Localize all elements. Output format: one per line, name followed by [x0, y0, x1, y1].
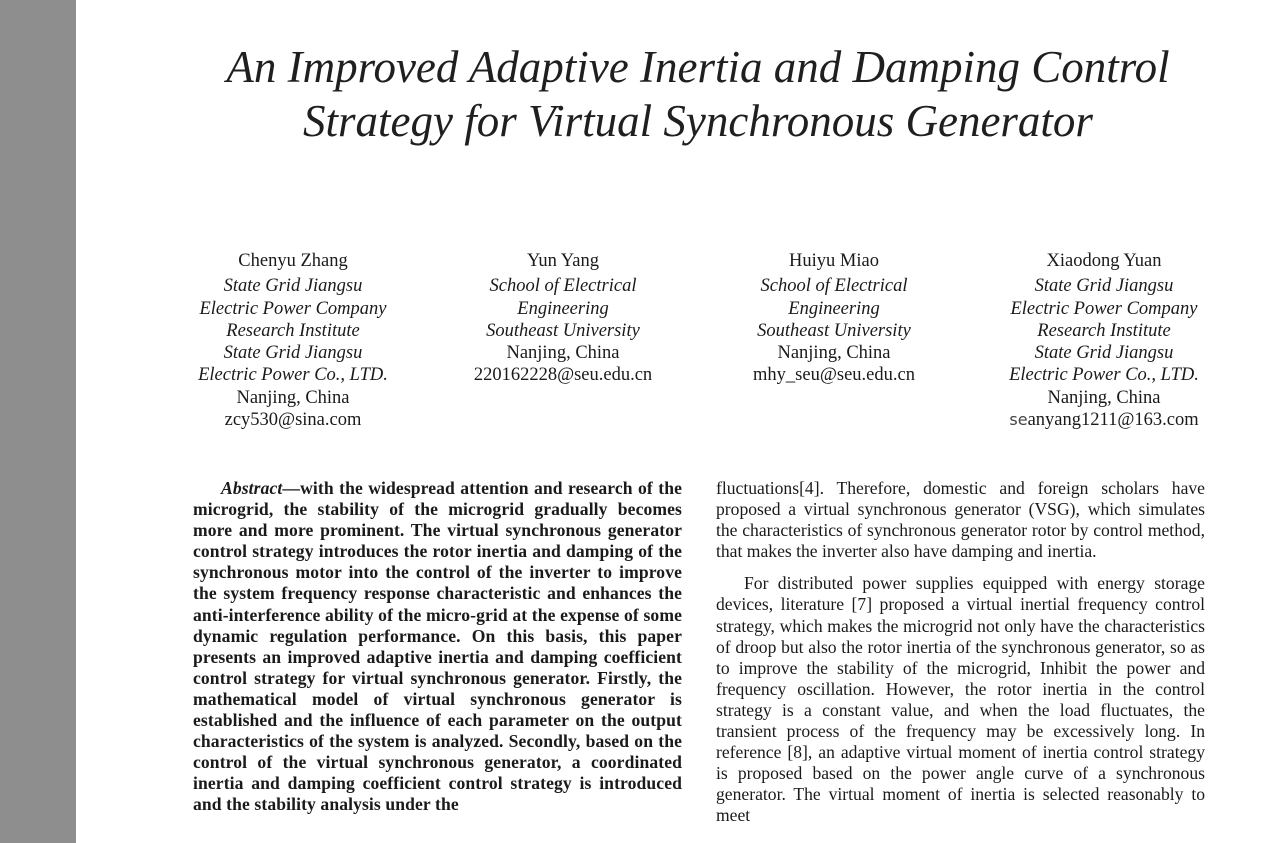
paper-title	[186, 40, 1210, 148]
author-block-3	[714, 250, 954, 387]
author-name: Xiaodong Yuan	[1046, 251, 1162, 271]
author-name: Chenyu Zhang	[238, 251, 348, 271]
author-block-2	[443, 250, 683, 387]
author-email: zcy530@sina.com	[224, 410, 362, 431]
title-line-1: An Improved Adaptive Inertia and Damping Control	[226, 42, 1170, 92]
author-affiliation: Engineering	[788, 298, 880, 319]
author-affiliation: Research Institute	[1037, 320, 1171, 341]
abstract-column	[193, 478, 682, 816]
author-email-line	[984, 409, 1224, 431]
author-affiliation: Southeast University	[757, 320, 911, 341]
abstract-paragraph	[193, 478, 682, 816]
title-line-2: Strategy for Virtual Synchronous Generator	[303, 96, 1093, 146]
author-location: Nanjing, China	[236, 387, 350, 408]
author-name: Huiyu Miao	[789, 251, 879, 271]
abstract-label: Abstract	[221, 478, 283, 498]
author-block-4	[984, 250, 1224, 431]
author-affiliation: State Grid Jiangsu	[1034, 343, 1174, 364]
author-block-1	[173, 250, 413, 431]
body-paragraph-2: For distributed power supplies equipped with energy storage devices, literature [7] proposed a virtual inertial frequency control strategy, which makes the microgrid not only have the characteristics of droop but also the rotor inertia of the synchronous generator, so as to improve the stability of the microgrid, Inhibit the power and frequency oscillation. However, the rotor inertia in the control strategy is a constant value, and when the load fluctuates, the transient process of the frequency may be excessively long. In reference [8], an adaptive virtual moment of inertia control strategy is proposed based on the power angle curve of a synchronous generator. The virtual moment of inertia is selected reasonably to meet	[716, 573, 1205, 826]
author-affiliation: Electric Power Company	[199, 298, 387, 319]
paper-page	[76, 0, 1282, 843]
author-location: Nanjing, China	[777, 343, 891, 364]
author-email: 220162228@seu.edu.cn	[473, 365, 653, 386]
author-location: Nanjing, China	[506, 343, 620, 364]
author-affiliation: Research Institute	[226, 320, 360, 341]
viewer-gutter	[0, 0, 76, 843]
author-affiliation: Southeast University	[486, 320, 640, 341]
author-affiliation: Engineering	[517, 298, 609, 319]
author-affiliation: Electric Power Co., LTD.	[198, 365, 388, 386]
author-affiliation: Electric Power Company	[1010, 298, 1198, 319]
author-affiliation: School of Electrical	[760, 276, 908, 297]
author-affiliation: School of Electrical	[489, 276, 637, 297]
body-paragraph-1: fluctuations[4]. Therefore, domestic and foreign scholars have proposed a virtual synchronous generator (VSG), which simulates the characteristics of synchronous generator rotor by control method, that makes the inverter also have damping and inertia.	[716, 478, 1205, 562]
author-email-prefix: se	[1009, 410, 1028, 430]
abstract-text: —with the widespread attention and research of the microgrid, the stability of the microgrid gradually becomes more and more prominent. The virtual synchronous generator control strategy introduces the rotor inertia and damping of the synchronous motor into the control of the inverter to improve the system frequency response characteristic and enhances the anti-interference ability of the micro-grid at the expense of some dynamic regulation performance. On this basis, this paper presents an improved adaptive inertia and damping coefficient control strategy for virtual synchronous generator. Firstly, the mathematical model of virtual synchronous generator is established and the influence of each parameter on the output characteristics of the system is analyzed. Secondly, based on the control of the virtual synchronous generator, a coordinated inertia and damping coefficient control strategy is introduced and the stability analysis under the	[193, 478, 682, 815]
author-affiliation: State Grid Jiangsu	[223, 276, 363, 297]
author-affiliation: Electric Power Co., LTD.	[1009, 365, 1199, 386]
author-location: Nanjing, China	[1047, 387, 1161, 408]
author-affiliation: State Grid Jiangsu	[1034, 276, 1174, 297]
author-name: Yun Yang	[527, 251, 599, 271]
author-email: mhy_seu@seu.edu.cn	[753, 365, 915, 386]
body-column-right	[716, 478, 1205, 827]
author-email: anyang1211@163.com	[1027, 410, 1199, 431]
author-affiliation: State Grid Jiangsu	[223, 343, 363, 364]
